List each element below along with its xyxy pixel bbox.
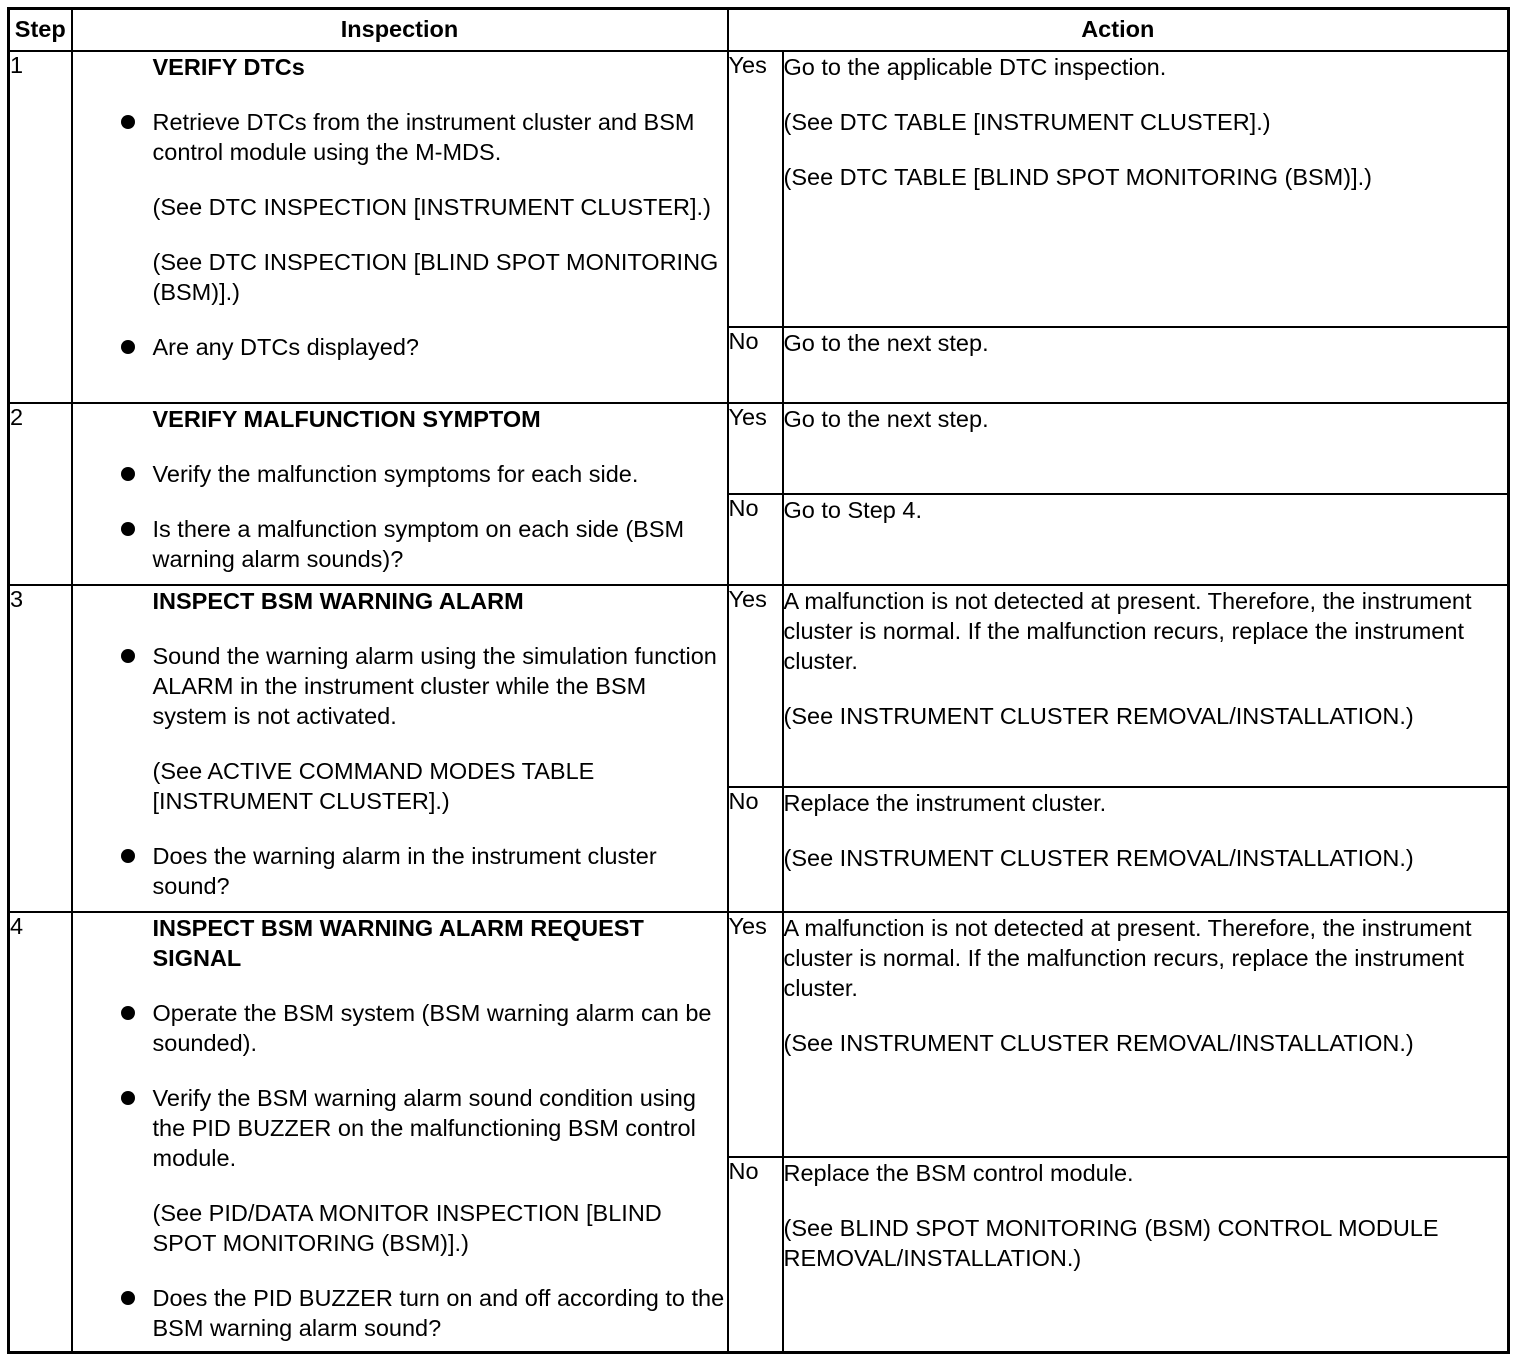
bullet-dot-icon xyxy=(121,649,135,663)
inspection-bullet: Verify the BSM warning alarm sound condition using the PID BUZZER on the malfunctioning BSM control module. xyxy=(153,1083,727,1173)
header-step: Step xyxy=(9,9,72,51)
yes-label: Yes xyxy=(728,585,783,787)
reference-text: (See DTC INSPECTION [BLIND SPOT MONITORING (BSM)].) xyxy=(152,248,719,305)
yes-action: A malfunction is not detected at present. Therefore, the instrument cluster is normal. If the malfunction recurs, replace the instrument cluster. (See INSTRUMENT CLUSTER REMOVAL/INSTALLATION.) xyxy=(783,912,1509,1157)
no-label: No xyxy=(728,494,783,585)
no-label: No xyxy=(728,327,783,403)
inspection-bullet: Does the warning alarm in the instrument cluster sound? xyxy=(153,841,727,901)
no-action: Go to Step 4. xyxy=(783,494,1509,585)
yes-label: Yes xyxy=(728,403,783,494)
step-number: 3 xyxy=(9,585,72,912)
inspection-bullet: Verify the malfunction symptoms for each side. xyxy=(153,459,727,489)
no-action: Replace the instrument cluster. (See INSTRUMENT CLUSTER REMOVAL/INSTALLATION.) xyxy=(783,787,1509,912)
step-number: 2 xyxy=(9,403,72,585)
bullet-dot-icon xyxy=(121,1006,135,1020)
bullet-dot-icon xyxy=(121,1091,135,1105)
inspection-bullet: Are any DTCs displayed? xyxy=(153,332,727,362)
yes-label: Yes xyxy=(728,912,783,1157)
step-title: VERIFY DTCs xyxy=(152,53,305,80)
step-number: 4 xyxy=(9,912,72,1353)
step-title: INSPECT BSM WARNING ALARM REQUEST SIGNAL xyxy=(152,914,644,971)
inspection-bullet: Operate the BSM system (BSM warning alarm can be sounded). xyxy=(153,998,727,1058)
yes-action: Go to the applicable DTC inspection. (See DTC TABLE [INSTRUMENT CLUSTER].) (See DTC TABLE [BLIND SPOT MONITORING (BSM)].) xyxy=(783,51,1509,327)
reference-text: (See ACTIVE COMMAND MODES TABLE [INSTRUMENT CLUSTER].) xyxy=(152,757,595,814)
step-1-yes-row xyxy=(9,51,1509,327)
no-action: Replace the BSM control module. (See BLIND SPOT MONITORING (BSM) CONTROL MODULE REMOVAL/INSTALLATION.) xyxy=(783,1157,1509,1353)
no-action: Go to the next step. xyxy=(783,327,1509,403)
bullet-dot-icon xyxy=(121,849,135,863)
step-title: VERIFY MALFUNCTION SYMPTOM xyxy=(152,405,541,432)
step-4-yes-row xyxy=(9,912,1509,1157)
bullet-dot-icon xyxy=(121,1291,135,1305)
no-label: No xyxy=(728,787,783,912)
inspection-bullet: Is there a malfunction symptom on each side (BSM warning alarm sounds)? xyxy=(153,514,727,574)
inspection-bullet: Retrieve DTCs from the instrument cluster and BSM control module using the M-MDS. xyxy=(153,107,727,167)
bullet-dot-icon xyxy=(121,467,135,481)
inspection-bullet: Sound the warning alarm using the simulation function ALARM in the instrument cluster while the BSM system is not activated. xyxy=(153,641,727,731)
step-2-inspection xyxy=(72,403,728,585)
step-number: 1 xyxy=(9,51,72,403)
inspection-bullet: Does the PID BUZZER turn on and off according to the BSM warning alarm sound? xyxy=(153,1283,727,1343)
bullet-dot-icon xyxy=(121,340,135,354)
reference-text: (See PID/DATA MONITOR INSPECTION [BLIND SPOT MONITORING (BSM)].) xyxy=(152,1199,662,1256)
step-1-inspection xyxy=(72,51,728,403)
step-4-inspection xyxy=(72,912,728,1353)
step-3-yes-row xyxy=(9,585,1509,787)
step-3-inspection xyxy=(72,585,728,912)
no-label: No xyxy=(728,1157,783,1353)
step-2-yes-row xyxy=(9,403,1509,494)
reference-text: (See DTC INSPECTION [INSTRUMENT CLUSTER].) xyxy=(152,193,711,220)
yes-label: Yes xyxy=(728,51,783,327)
header-inspection: Inspection xyxy=(72,9,728,51)
bullet-dot-icon xyxy=(121,522,135,536)
yes-action: A malfunction is not detected at present. Therefore, the instrument cluster is normal. If the malfunction recurs, replace the instrument cluster. (See INSTRUMENT CLUSTER REMOVAL/INSTALLATION.) xyxy=(783,585,1509,787)
header-action: Action xyxy=(728,9,1509,51)
step-title: INSPECT BSM WARNING ALARM xyxy=(152,587,524,614)
yes-action: Go to the next step. xyxy=(783,403,1509,494)
header-row xyxy=(9,9,1509,51)
bullet-dot-icon xyxy=(121,115,135,129)
diagnostic-table xyxy=(7,7,1510,1354)
